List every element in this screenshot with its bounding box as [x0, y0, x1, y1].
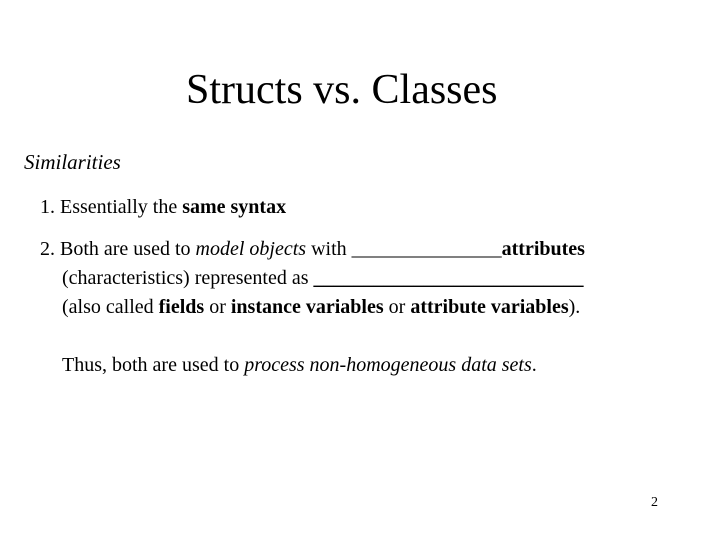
- item-text: Both are used to: [60, 238, 196, 260]
- item-text: ).: [568, 296, 581, 318]
- section-heading: Similarities: [24, 150, 121, 174]
- bold-term: same syntax: [182, 196, 287, 218]
- list-item-2-line-1: [40, 236, 585, 262]
- item-number: 1.: [40, 196, 60, 218]
- list-item-2-line-2: [62, 265, 584, 291]
- item-text: or: [204, 296, 231, 318]
- item-text: (also called: [62, 296, 159, 318]
- item-text-blank: with _______________: [306, 238, 502, 260]
- slide-title: Structs vs. Classes: [186, 67, 498, 113]
- item-text: Essentially the: [60, 196, 183, 218]
- bold-term: fields: [158, 296, 205, 318]
- list-item-2-line-3: [62, 294, 580, 320]
- conclusion-text: .: [531, 354, 537, 376]
- item-number: 2.: [40, 238, 60, 260]
- italic-term: model objects: [195, 238, 307, 260]
- list-item-1: [40, 194, 286, 220]
- bold-term: attribute variables: [410, 296, 569, 318]
- item-text: or: [383, 296, 411, 318]
- conclusion-line: [62, 352, 537, 378]
- bold-term: attributes: [501, 238, 585, 260]
- item-text: (characteristics) represented as: [62, 267, 314, 289]
- bold-term: instance variables: [230, 296, 384, 318]
- conclusion-text: Thus, both are used to: [62, 354, 245, 376]
- fill-in-blank: ___________________________: [313, 267, 584, 289]
- italic-term: process non-homogeneous data sets: [244, 354, 532, 376]
- page-number: 2: [651, 495, 658, 510]
